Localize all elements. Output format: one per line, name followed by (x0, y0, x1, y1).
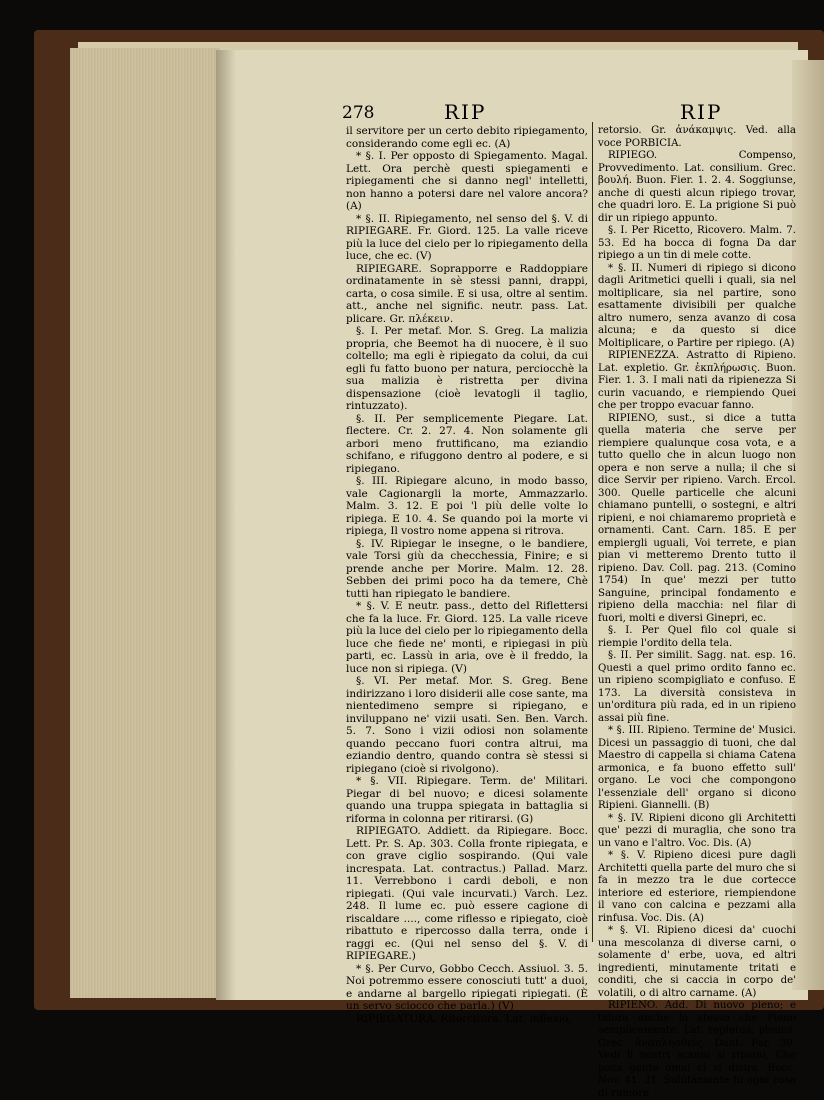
entry-paragraph: retorsio. Gr. ἀνάκαμψις. Ved. alla voce PORBICIA. (598, 125, 796, 149)
entry-paragraph: §. IV. Ripiegar le insegne, o le bandiere, vale Torsi giù da checchessia, Finire; e si prende anche per Morire. Malm. 12. 28. Sebben dei primi poco ha da temere, Chè tutti han ripiegato le bandiere. (346, 537, 588, 600)
running-header-left: RIP (444, 100, 487, 124)
entry-paragraph: RIPIEGATURA. Ritorcitura. Lat. inflexio, (356, 1012, 572, 1025)
left-column (346, 125, 588, 1025)
entry-paragraph: * §. VI. Ripieno dicesi da' cuochi una mescolanza di diverse carni, o solamente d' erbe, uova, ed altri ingredienti, minutamente tritati e conditi, che si caccia in corpo de' volatili, o di altro carname. (A) (598, 925, 796, 999)
entry-paragraph: RIPIENEZZA. Astratto di Ripieno. Lat. expletio. Gr. ἐκπλήρωσις. Buon. Fier. 1. 3. I mali nati da ripienezza Si curin vacuando, e riempiendo Quei che per troppo evacuar fanno. (598, 350, 796, 411)
entry-paragraph: RIPIENO, sust., si dice a tutta quella materia che serve per riempiere qualunque cosa vota, e a tutto quello che in alcun luogo non opera e non serve a nulla; il che si dice Servir per ripieno. Varch. Ercol. 300. Quelle particelle che alcuni chiamano puntelli, o sostegni, e altri ripieni, e noi chiamaremo proprietà e ornamenti. Cant. Carn. 185. E per empiergli uguali, Voi terrete, e pian pian vi metteremo Drento tutto il ripieno. Dav. Coll. pag. 213. (Comino 1754) In que' mezzi per tutto Sanguine, principal fondamento e ripieno della macchia: nel filar di fuori, molti e diversi Ginepri, ec. (598, 412, 796, 624)
entry-paragraph: RIPIEGARE. Soprapporre e Raddoppiare ordinatamente in sè stessi panni, drappi, carta, o cosa simile. E si usa, oltre al sentim. att., anche nel signific. neutr. pass. Lat. plicare. Gr. πλέκειν. (346, 262, 588, 325)
page-edges-stack (70, 48, 220, 998)
entry-paragraph: il servitore per un certo debito ripiegamento, considerando come egli ec. (A) (346, 125, 588, 150)
gutter-shadow (216, 50, 236, 1000)
entry-paragraph: * §. V. E neutr. pass., detto del Riflettersi che fa la luce. Fr. Giord. 125. La valle riceve più la luce del cielo per lo ripiegamento della luce che fiede ne' monti, e ripiegasi in più parti, ec. Lassù in aria, ove è il freddo, la luce non si ripiega. (V) (346, 600, 588, 675)
entry-paragraph: RIPIENO. Add. Di nuovo pieno; e talora anche lo stesso che Pieno semplicemente. Lat. repletus, plenus. Grec. ἀναπλησθείς. Dant. Par. 30. Vedi li nostri scanni sì ripieni, Che poca gente omai ci si disira. Bocc. Nov. 41. 31. Subitamente fu ogni cosa di rumore (598, 1000, 796, 1099)
facing-page-edge (792, 60, 824, 990)
entry-paragraph: §. II. Per semplicemente Piegare. Lat. flectere. Cr. 2. 27. 4. Non solamente gli arbori meno fruttificano, ma eziandio schifano, e rifuggono dentro al podere, e si ripiegano. (346, 412, 588, 475)
entry-paragraph: §. I. Per metaf. Mor. S. Greg. La malizia propria, che Beemot ha di nuocere, è il suo coltello; ma egli è ripiegato da colui, da cui egli fu fatto buono per natura, perciocchè la sua malizia è ristretta per divina dispensazione (cioè levatogli il taglio, rintuzzato). (346, 325, 588, 412)
entry-paragraph: * §. II. Numeri di ripiego si dicono dagli Aritmetici quelli i quali, sia nel moltiplicare, sia nel partire, sono esattamente divisibili per qualche altro numero, senza avanzo di cosa alcuna; e da questo si dice Moltiplicare, o Partire per ripiego. (A) (598, 262, 796, 349)
entry-paragraph: §. II. Per similit. Sagg. nat. esp. 16. Questi a quel primo ordito fanno ec. un ripieno scompigliato e confuso. E 173. La diversità consisteva in un'orditura più rada, ed in un ripieno assai più fine. (598, 650, 796, 724)
entry-paragraph: §. I. Per Quel filo col quale si riempie l'ordito della tela. (598, 625, 796, 649)
entry-paragraph: * §. V. Ripieno dicesi pure dagli Architetti quella parte del muro che si fa in mezzo tra le due cortecce interiore ed esteriore, riempiendone il vano con calcina e pezzami alla rinfusa. Voc. Dis. (A) (598, 850, 796, 924)
right-column (598, 125, 796, 1099)
entry-paragraph: RIPIEGATO. Addiett. da Ripiegare. Bocc. Lett. Pr. S. Ap. 303. Colla fronte ripiegata, e con grave ciglio sospirando. (Qui vale increspata. Lat. contractus.) Pallad. Marz. 11. Verrebbono i cardi deboli, e non ripiegati. (Qui vale incurvati.) Varch. Lez. 248. Il lume ec. può essere cagione di riscaldare ...., come riflesso e ripiegato, cioè ribattuto e ripercosso dalla terra, onde i raggi ec. (Qui nel senso del §. V. di RIPIEGARE.) (346, 825, 588, 962)
entry-paragraph: * §. III. Ripieno. Termine de' Musici. Dicesi un passaggio di tuoni, che dal Maestro di cappella si chiama Catena armonica, e fa buono effetto sull' organo. Le voci che compongono l'essenziale dell' organo si dicono Ripieni. Giannelli. (B) (598, 725, 796, 811)
running-header-right: RIP (680, 100, 723, 124)
entry-paragraph: RIPIEGO. Compenso, Provvedimento. Lat. consilium. Grec. βουλή. Buon. Fier. 1. 2. 4. Soggiunse, anche di questi alcun ripiego trovar, che quadri loro. E. La prigione Si può dir un ripiego appunto. (598, 150, 796, 224)
entry-paragraph: * §. IV. Ripieni dicono gli Architetti que' pezzi di muraglia, che sono tra un vano e l'altro. Voc. Dis. (A) (598, 812, 796, 849)
entry-paragraph: * §. II. Ripiegamento, nel senso del §. V. di RIPIEGARE. Fr. Giord. 125. La valle riceve più la luce del cielo per lo ripiegamento della luce, che ec. (V) (346, 212, 588, 262)
entry-paragraph: * §. VII. Ripiegare. Term. de' Militari. Piegar di bel nuovo; e dicesi solamente quando una truppa spiegata in battaglia si riforma in colonna per ritirarsi. (G) (346, 775, 588, 825)
entry-paragraph: §. III. Ripiegare alcuno, in modo basso, vale Cagionargli la morte, Ammazzarlo. Malm. 3. 12. E poi 'l più delle volte lo ripiega. E 10. 4. Se quando poi la morte vi ripiega, Il vostro nome appena si ritrova. (346, 475, 588, 537)
entry-paragraph: §. VI. Per metaf. Mor. S. Greg. Bene indirizzano i loro disiderii alle cose sante, ma nientedimeno sempre si ripiegano, e inviluppano ne' vizii usati. Sen. Ben. Varch. 5. 7. Sono i vizii odiosi non solamente quando peccano fuori contra altrui, ma eziandio dentro, quando contra sè stessi si ripiegano (cioè si rivolgono). (346, 675, 588, 775)
entry-paragraph: §. I. Per Ricetto, Ricovero. Malm. 7. 53. Ed ha bocca di fogna Da dar ripiego a un tin di mele cotte. (598, 225, 796, 261)
entry-paragraph: * §. I. Per opposto di Spiegamento. Magal. Lett. Ora perchè questi spiegamenti e ripiegamenti che si danno negl' intelletti, non hanno a potersi dare nel valore ancora? (A) (346, 150, 588, 212)
column-rule (592, 122, 593, 942)
entry-paragraph: * §. Per Curvo, Gobbo Cecch. Assiuol. 3. 5. Noi potremmo essere conosciuti tutt' a duoi, e andarne al bargello ripiegati ripiegati. (È un servo sciocco che parla.) (V) (346, 962, 588, 1012)
page-number: 278 (342, 103, 375, 123)
